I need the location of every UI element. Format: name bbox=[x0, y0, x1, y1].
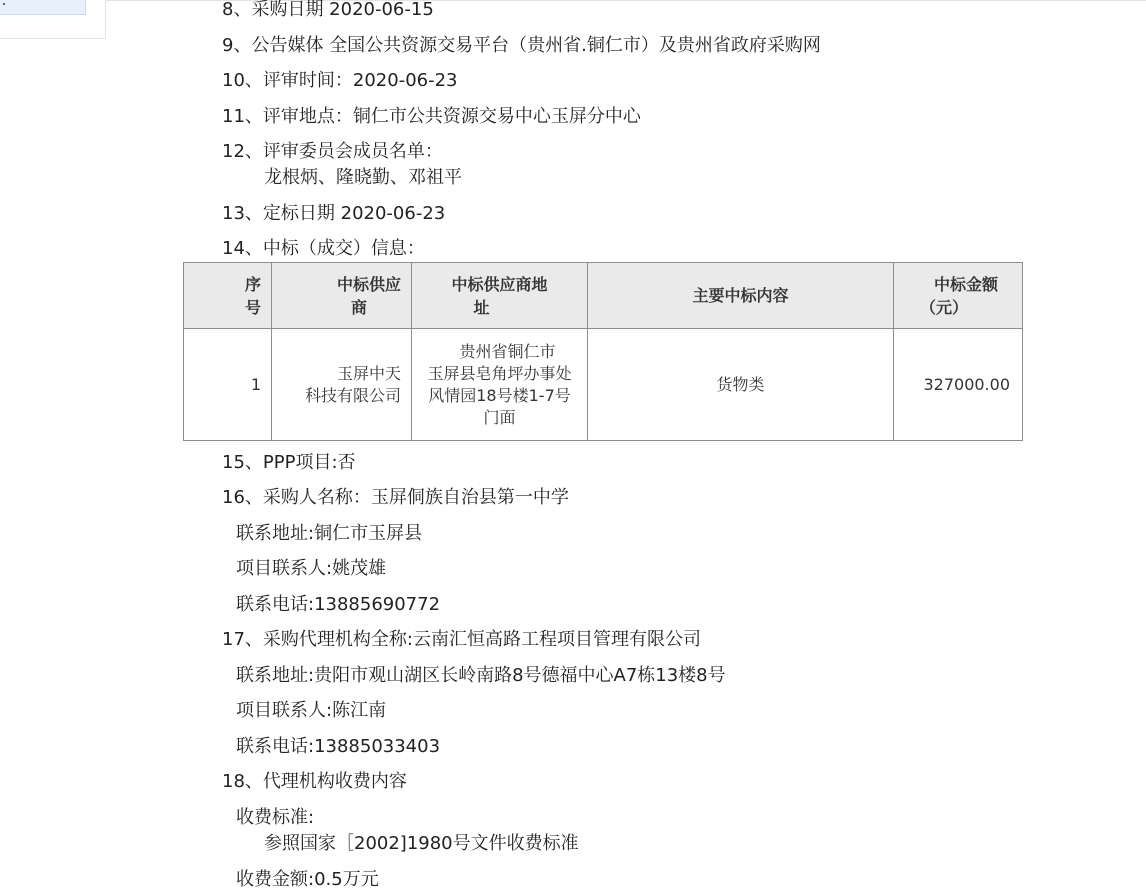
review-time-line: 10、评审时间：2020-06-23 bbox=[222, 70, 458, 91]
header-amount: 中标金额 （元） bbox=[894, 263, 1023, 329]
agency-name-line: 17、采购代理机构全称:云南汇恒高路工程项目管理有限公司 bbox=[222, 629, 701, 650]
corner-dot bbox=[3, 3, 5, 5]
cell-content: 货物类 bbox=[588, 329, 894, 441]
header-no: 序 号 bbox=[184, 263, 272, 329]
award-info-label: 14、中标（成交）信息： bbox=[222, 238, 425, 259]
agency-address-line: 联系地址:贵阳市观山湖区长岭南路8号德福中心A7栋13楼8号 bbox=[236, 665, 726, 686]
fee-label: 18、代理机构收费内容 bbox=[222, 771, 407, 792]
buyer-phone-line: 联系电话:13885690772 bbox=[236, 594, 441, 615]
committee-members: 龙根炳、隆晓勤、邓祖平 bbox=[264, 167, 462, 188]
table-row bbox=[184, 329, 1023, 441]
buyer-address-line: 联系地址:铜仁市玉屏县 bbox=[236, 523, 423, 544]
header-supplier: 中标供应 商 bbox=[272, 263, 412, 329]
buyer-name-line: 16、采购人名称：玉屏侗族自治县第一中学 bbox=[222, 487, 569, 508]
fee-standard-text: 参照国家［2002]1980号文件收费标准 bbox=[264, 833, 579, 854]
header-address: 中标供应商地 址 bbox=[412, 263, 588, 329]
award-table-header-row bbox=[184, 263, 1023, 329]
review-place-line: 11、评审地点：铜仁市公共资源交易中心玉屏分中心 bbox=[222, 106, 641, 127]
ppp-line: 15、PPP项目:否 bbox=[222, 452, 356, 473]
cell-address: 贵州省铜仁市 玉屏县皂角坪办事处 风情园18号楼1-7号 门面 bbox=[412, 329, 588, 441]
cell-no: 1 bbox=[184, 329, 272, 441]
committee-label: 12、评审委员会成员名单： bbox=[222, 141, 443, 162]
purchase-date-line: 8、采购日期 2020-06-15 bbox=[222, 0, 434, 20]
buyer-contact-line: 项目联系人:姚茂雄 bbox=[236, 558, 387, 579]
window-corner-panel bbox=[0, 0, 106, 39]
award-table bbox=[183, 262, 1023, 441]
media-line: 9、公告媒体 全国公共资源交易平台（贵州省.铜仁市）及贵州省政府采购网 bbox=[222, 35, 821, 56]
agency-contact-line: 项目联系人:陈江南 bbox=[236, 700, 387, 721]
agency-phone-line: 联系电话:13885033403 bbox=[236, 736, 441, 757]
cell-amount: 327000.00 bbox=[894, 329, 1023, 441]
corner-tab[interactable] bbox=[0, 0, 86, 15]
header-content: 主要中标内容 bbox=[588, 263, 894, 329]
fee-amount-line: 收费金额:0.5万元 bbox=[236, 869, 379, 890]
fee-standard-label: 收费标准: bbox=[236, 807, 315, 828]
cell-supplier: 玉屏中天 科技有限公司 bbox=[272, 329, 412, 441]
award-date-line: 13、定标日期 2020-06-23 bbox=[222, 203, 446, 224]
